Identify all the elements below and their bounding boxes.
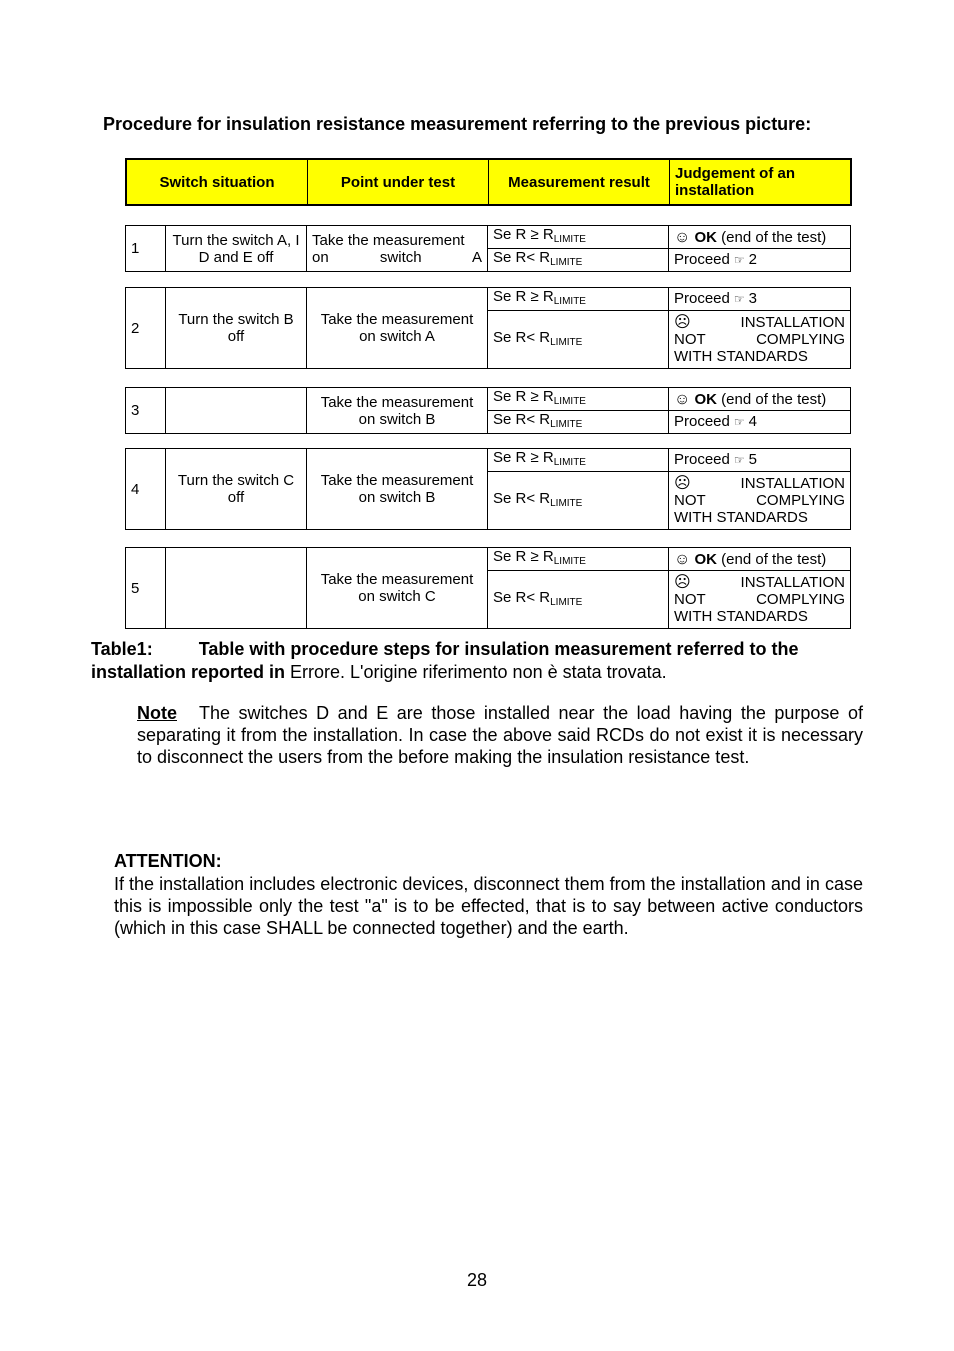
point-instruction: Take the measurement on switch A — [307, 226, 488, 272]
table-caption — [91, 638, 863, 684]
judgement-proceed: Proceed ☞ 2 — [669, 249, 851, 272]
procedure-step-2 — [125, 287, 851, 369]
judgement-ok: ☺ OK (end of the test) — [669, 548, 851, 571]
result-lt: Se $R< R_{LIMITE}$ — [488, 411, 669, 434]
step-number: 1 — [126, 226, 166, 272]
caption-plain-text: Errore. L'origine riferimento non è stata trovata. — [285, 662, 667, 682]
procedure-step-4 — [125, 448, 851, 530]
frown-icon: ☹ — [674, 574, 691, 591]
procedure-step-1 — [125, 225, 851, 272]
note-label: Note — [137, 703, 177, 723]
judgement-ok: ☺ OK (end of the test) — [669, 226, 851, 249]
header-switch-situation: Switch situation — [126, 159, 308, 205]
result-ge: Se $R \ge R_{LIMITE}$ — [488, 388, 669, 411]
point-instruction: Take the measurement on switch C — [307, 548, 488, 629]
frown-icon: ☹ — [674, 314, 691, 331]
page-title: Procedure for insulation resistance measurement referring to the previous picture: — [103, 114, 812, 134]
header-point-under-test: Point under test — [308, 159, 489, 205]
pointing-hand-icon: ☞ — [733, 453, 745, 467]
smile-icon: ☺ — [674, 228, 691, 246]
point-instruction: Take the measurement on switch B — [307, 449, 488, 530]
switch-instruction: Turn the switch C off — [166, 449, 307, 530]
header-judgement: Judgement of an installation — [670, 159, 852, 205]
attention-title: ATTENTION: — [114, 851, 222, 871]
switch-instruction: Turn the switch A, I D and E off — [166, 226, 307, 272]
caption-label: Table1: — [91, 639, 153, 659]
result-ge: Se $R \ge R_{LIMITE}$ — [488, 548, 669, 571]
judgement-proceed: Proceed ☞ 3 — [669, 288, 851, 311]
judgement-not-complying: ☹ INSTALLATION NOT COMPLYING WITH STANDARDS — [669, 472, 851, 530]
frown-icon: ☹ — [674, 475, 691, 492]
pointing-hand-icon: ☞ — [733, 253, 745, 267]
point-instruction: Take the measurement on switch B — [307, 388, 488, 434]
pointing-hand-icon: ☞ — [733, 415, 745, 429]
step-number: 3 — [126, 388, 166, 434]
header-measurement-result: Measurement result — [489, 159, 670, 205]
switch-instruction — [166, 548, 307, 629]
result-lt: Se $R< R_{LIMITE}$ — [488, 472, 669, 530]
result-lt: Se $R< R_{LIMITE}$ — [488, 571, 669, 629]
switch-instruction: Turn the switch B off — [166, 288, 307, 369]
attention-text: If the installation includes electronic devices, disconnect them from the installation and in case this is impossible only the test "a" is to be effected, that is to say between active conductors (which in this case SHALL be connected together) and the earth. — [114, 874, 863, 938]
step-number: 4 — [126, 449, 166, 530]
page-number: 28 — [466, 1270, 488, 1290]
note-text: The switches D and E are those installed near the load having the purpose of separating it from the installation. In case the above said RCDs do not exist it is necessary to disconnect the users from the before making the insulation resistance test. — [137, 703, 863, 767]
judgement-not-complying: ☹ INSTALLATION NOT COMPLYING WITH STANDARDS — [669, 571, 851, 629]
judgement-proceed: Proceed ☞ 5 — [669, 449, 851, 472]
step-number: 2 — [126, 288, 166, 369]
pointing-hand-icon: ☞ — [733, 292, 745, 306]
judgement-not-complying: ☹ INSTALLATION NOT COMPLYING WITH STANDARDS — [669, 311, 851, 369]
smile-icon: ☺ — [674, 390, 691, 408]
note-paragraph — [137, 702, 863, 768]
step-number: 5 — [126, 548, 166, 629]
result-ge: Se $R \ge R_{LIMITE}$ — [488, 226, 669, 249]
procedure-step-5 — [125, 547, 851, 629]
result-ge: Se $R \ge R_{LIMITE}$ — [488, 288, 669, 311]
smile-icon: ☺ — [674, 550, 691, 568]
result-lt: Se $R< R_{LIMITE}$ — [488, 311, 669, 369]
table-header — [125, 158, 852, 206]
judgement-ok: ☺ OK (end of the test) — [669, 388, 851, 411]
switch-instruction — [166, 388, 307, 434]
result-lt: Se $R< R_{LIMITE}$ — [488, 249, 669, 272]
point-instruction: Take the measurement on switch A — [307, 288, 488, 369]
result-ge: Se $R \ge R_{LIMITE}$ — [488, 449, 669, 472]
judgement-proceed: Proceed ☞ 4 — [669, 411, 851, 434]
procedure-step-3 — [125, 387, 851, 434]
caption-bold-text: Table with procedure steps for insulation measurement referred to the installation reported in — [91, 639, 799, 682]
